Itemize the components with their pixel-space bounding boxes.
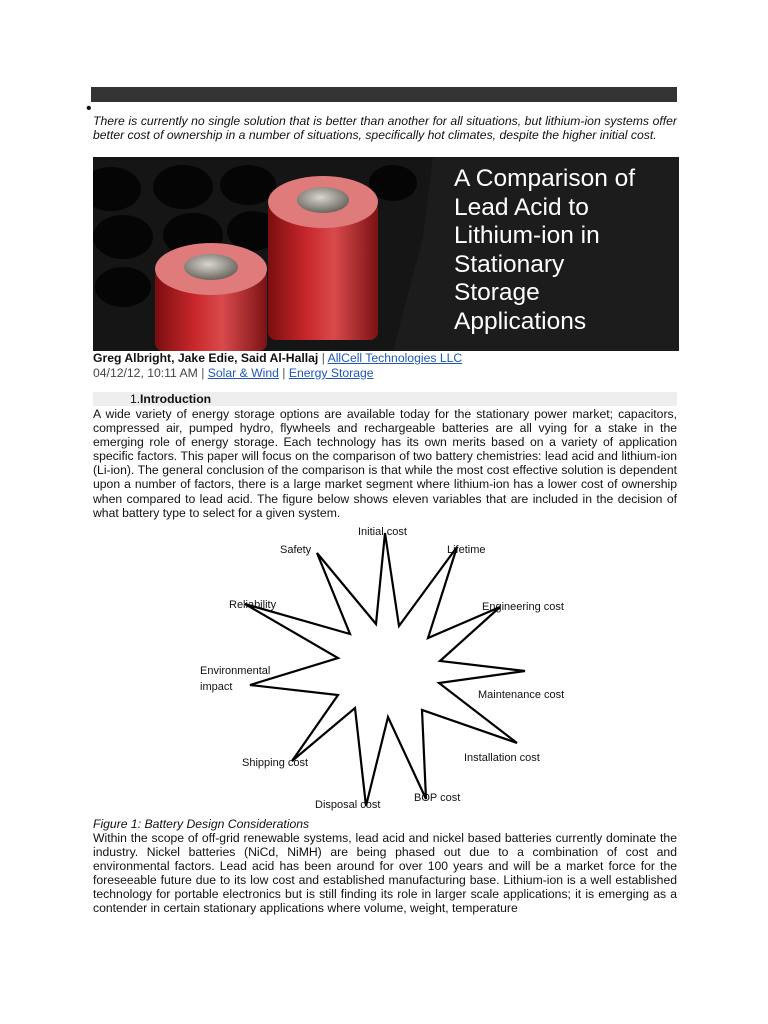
section-number: 1. [130, 392, 141, 406]
figure-label: Engineering cost [482, 601, 564, 613]
authors: Greg Albright, Jake Edie, Said Al-Hallaj [93, 351, 319, 365]
hero-image [93, 157, 679, 351]
design-considerations-figure [195, 523, 575, 815]
separator: | [201, 366, 205, 380]
hero-title-line: Storage [454, 279, 540, 307]
category-link-energy-storage[interactable]: Energy Storage [288, 366, 374, 380]
separator: | [282, 366, 286, 380]
figure-label: Safety [280, 544, 312, 556]
figure-label: BOP cost [414, 792, 461, 804]
figure-label: Maintenance cost [478, 689, 565, 701]
company-link[interactable]: AllCell Technologies LLC [327, 351, 463, 365]
figure-label: Lifetime [447, 544, 486, 556]
byline [93, 351, 462, 366]
figure-label: impact [200, 681, 233, 693]
section-heading [93, 392, 677, 406]
figure-caption: Figure 1: Battery Design Considerations [93, 817, 310, 831]
hero-title-line: Applications [454, 307, 587, 335]
hero-title-line: Stationary [454, 250, 565, 278]
figure-label: Reliability [229, 599, 277, 611]
header-bar [91, 87, 677, 102]
hero-title-line: Lithium-ion in [454, 222, 600, 250]
publish-date: 04/12/12, 10:11 AM [93, 366, 198, 380]
lead-summary: There is currently no single solution that is better than another for all situations, but lithium-ion systems offer better cost of ownership in a number of situations, specifically hot climates, despite the higher initial cost. [93, 114, 677, 142]
figure-label: Disposal cost [315, 799, 381, 811]
intro-paragraph: A wide variety of energy storage options are available today for the stationary power market; capacitors, compressed air, pumped hydro, flywheels and rechargeable batteries are all vying for a stake in the emerging role of energy storage. Each technology has its own merits based on a variety of application specific factors. This paper will focus on the comparison of two battery chemistries: lead acid and lithium-ion (Li-ion). The general conclusion of the comparison is that while the most cost effective solution is dependent upon a number of factors, there is a large market segment where lithium-ion has a lower cost of ownership when compared to lead acid. The figure below shows eleven variables that are included in the decision of what battery type to select for a given system. [93, 407, 677, 520]
hero-title [454, 165, 679, 337]
dateline [93, 366, 374, 381]
figure-label: Initial cost [358, 526, 407, 538]
figure-label: Shipping cost [242, 757, 309, 769]
hero-title-line: A Comparison of [454, 165, 636, 192]
figure-label: Environmental [200, 665, 271, 677]
bullet-icon: • [86, 100, 92, 117]
hero-title-line: Lead Acid to [454, 193, 589, 221]
figure-label: Installation cost [464, 752, 540, 764]
category-link-solar-wind[interactable]: Solar & Wind [207, 366, 279, 380]
body-paragraph: Within the scope of off-grid renewable systems, lead acid and nickel based batteries currently dominate the industry. Nickel batteries (NiCd, NiMH) are being phased out due to a combination of cost and environmental factors. Lead acid has been around for over 100 years and will be a market force for the foreseeable future due to its low cost and established manufacturing base. Lithium-ion is a well established technology for portable electronics but is still finding its role in larger scale applications; it is emerging as a contender in certain stationary applications where volume, weight, temperature [93, 831, 677, 916]
separator: | [321, 351, 325, 365]
section-title: Introduction [140, 392, 212, 406]
